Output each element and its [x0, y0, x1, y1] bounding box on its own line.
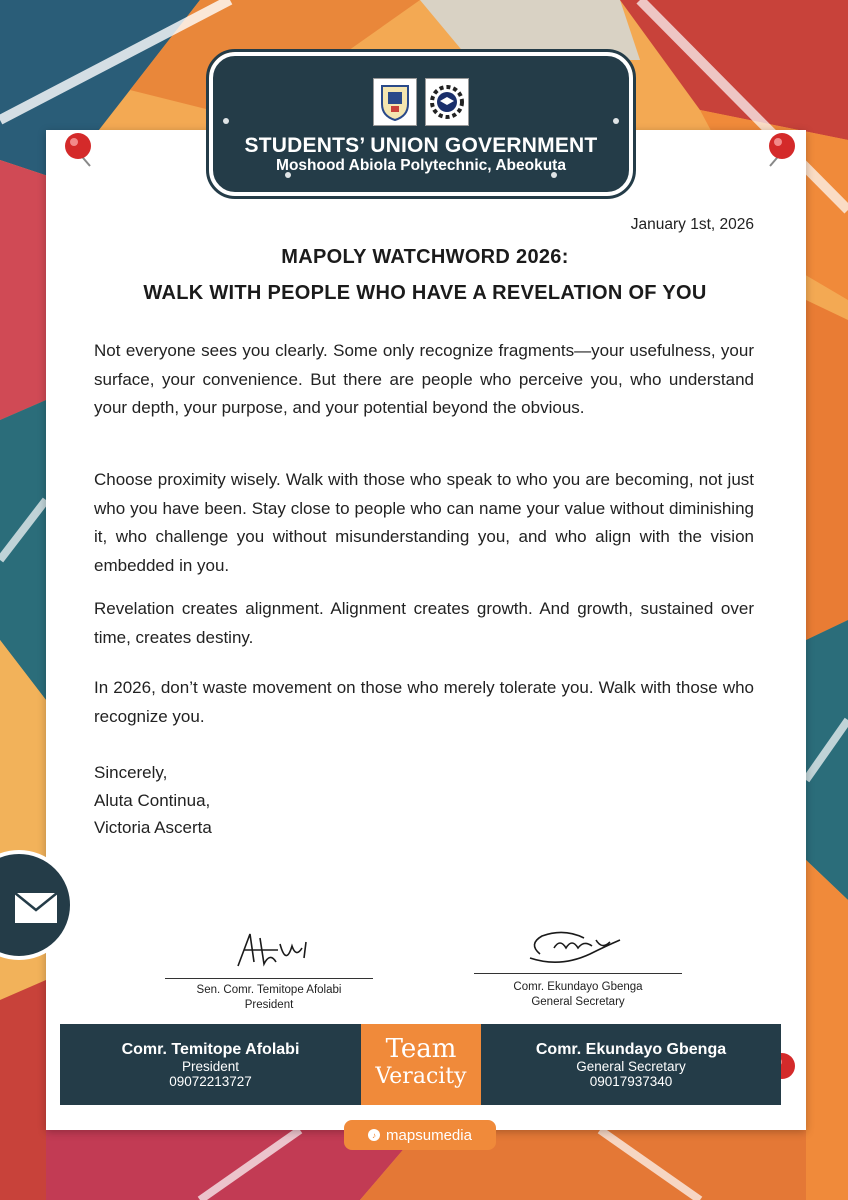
signature-line	[165, 978, 373, 979]
union-title: STUDENTS’ UNION GOVERNMENT	[244, 134, 598, 157]
secretary-contact	[481, 1040, 781, 1089]
closing-line: Victoria Ascerta	[94, 818, 212, 837]
media-credit	[344, 1120, 496, 1150]
team-veracity-badge	[361, 1024, 481, 1105]
sug-gear-logo	[425, 78, 469, 126]
red-pushpin-icon	[56, 126, 100, 170]
contact-phone: 09072213727	[169, 1074, 252, 1089]
secretary-signature	[520, 924, 638, 970]
institution-name: Moshood Abiola Polytechnic, Abeokuta	[276, 157, 566, 174]
contact-name: Comr. Ekundayo Gbenga	[535, 1041, 727, 1058]
letter-date: January 1st, 2026	[630, 216, 754, 233]
signatory-block	[474, 980, 682, 1010]
header-plaque	[209, 52, 633, 196]
team-name: Veracity	[375, 1064, 467, 1089]
signatory-name: Comr. Ekundayo Gbenga	[513, 981, 643, 993]
president-signature	[220, 926, 320, 974]
media-credit-label: mapsumedia	[386, 1126, 472, 1144]
closing-line: Aluta Continua,	[94, 790, 211, 810]
letter-title-line2: WALK WITH PEOPLE WHO HAVE A REVELATION OF YOU	[143, 282, 707, 304]
contact-phone: 09017937340	[589, 1074, 673, 1089]
team-label: Team	[385, 1034, 457, 1064]
contact-name: Comr. Temitope Afolabi	[121, 1041, 300, 1058]
contact-role: General Secretary	[576, 1059, 686, 1074]
mapoly-crest-logo	[373, 78, 417, 126]
body-paragraph: Not everyone sees you clearly. Some only recognize fragments—your usefulness, your surface, your convenience. But there are people who perceive you, who understand your depth, your purpose, and your potential beyond the obvious.	[94, 341, 754, 418]
signatory-role: General Secretary	[531, 996, 625, 1008]
signatory-role: President	[244, 999, 294, 1011]
contact-footer	[60, 1024, 781, 1105]
body-paragraph: Choose proximity wisely. Walk with those who speak to who you are becoming, not just who you have been. Stay close to people who can name your value without diminishing it, who challenge you without misunderstanding you, and who align with the vision embedded in you.	[94, 470, 754, 576]
tiktok-icon: ♪	[368, 1129, 380, 1141]
envelope-icon	[14, 892, 58, 924]
signature-line	[474, 973, 682, 974]
body-paragraph: In 2026, don’t waste movement on those who merely tolerate you. Walk with those who recognize you.	[94, 678, 754, 726]
red-pushpin-icon	[760, 126, 804, 170]
contact-role: President	[181, 1059, 240, 1074]
president-contact	[60, 1040, 361, 1089]
signatory-name: Sen. Comr. Temitope Afolabi	[196, 984, 342, 996]
signatory-block	[165, 983, 373, 1013]
body-paragraph: Revelation creates alignment. Alignment creates growth. And growth, sustained over time, creates destiny.	[94, 599, 754, 647]
closing-block	[94, 759, 212, 842]
closing-line: Sincerely,	[94, 763, 168, 782]
letter-title-line1: MAPOLY WATCHWORD 2026:	[281, 246, 569, 268]
